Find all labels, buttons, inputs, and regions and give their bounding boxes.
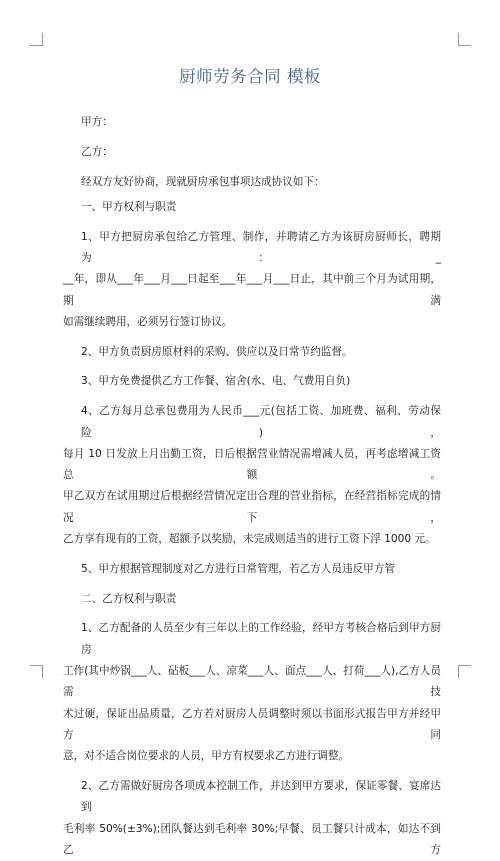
clause-1-2: 2、甲方负责厨房原材料的采购、供应以及日常节约监督。 bbox=[81, 345, 353, 358]
clause-1-4-line-2: 每月 10 日发放上月出勤工资，日后根据营业情况需增减人员，再考虑增减工资总额。 bbox=[63, 447, 441, 482]
clause-2-2-line-2: 毛利率 50%(±3%);团队餐达到毛利率 30%;早餐、员工餐只计成本，如达不到乙方 bbox=[63, 822, 441, 856]
clause-1-4-line-4: 乙方享有现有的工资，超额予以奖励，未完成则适当的进行工资下浮 1000 元。 bbox=[63, 533, 436, 546]
clause-1-1-line-2: __年，即从___年___月___日起至___年___月___日止，其中前三个月为试用期，期满 bbox=[63, 273, 441, 307]
section-heading-1: 一、甲方权利与职责 bbox=[81, 200, 177, 213]
clause-1-1-line-1: 1、甲方把厨房承包给乙方管理、制作，并聘请乙方为该厨房厨师长，聘期为：_ bbox=[81, 230, 441, 264]
clause-2-1-line-2: 工作(其中炒锅___人、砧板___人、凉菜___人、面点___人、打荷___人),乙方人员需技 bbox=[63, 665, 441, 699]
clause-1-3: 3、甲方免费提供乙方工作餐、宿舍(水、电、气费用自负) bbox=[81, 375, 351, 388]
clause-2-2-line-1: 2、乙方需做好厨房各项成本控制工作，并达到甲方要求，保证零餐、宴席达到 bbox=[81, 780, 441, 814]
crop-mark-top-right bbox=[458, 33, 471, 46]
crop-mark-top-left bbox=[30, 33, 43, 46]
crop-mark-bottom-right bbox=[458, 665, 471, 678]
party-b-line: 乙方： bbox=[81, 145, 113, 158]
intro-paragraph: 经双方友好协商，现就厨房承包事项达成协议如下： bbox=[81, 175, 325, 188]
party-a-line: 甲方： bbox=[81, 116, 113, 128]
clause-1-1-line-3: 如需继续聘用，必须另行签订协议。 bbox=[63, 315, 233, 328]
crop-mark-bottom-left bbox=[30, 665, 43, 678]
clause-2-1-line-1: 1、乙方配备的人员至少有三年以上的工作经验，经甲方考核合格后到甲方厨房 bbox=[81, 622, 441, 656]
clause-1-4-line-3: 甲乙双方在试用期过后根据经营情况定出合理的营业指标，在经营指标完成的情况下， bbox=[63, 490, 441, 524]
clause-1-5: 5、甲方根据管理制度对乙方进行日常管理，若乙方人员违反甲方管 bbox=[81, 562, 395, 575]
clause-2-1-line-4: 意，对不适合岗位要求的人员，甲方有权要求乙方进行调整。 bbox=[63, 750, 350, 763]
document-title: 厨师劳务合同 模板 bbox=[179, 67, 321, 86]
document-body bbox=[63, 112, 441, 861]
section-heading-2: 二、乙方权利与职责 bbox=[81, 592, 177, 605]
clause-2-1-line-3: 术过硬，保证出品质量，乙方若对厨房人员调整时须以书面形式报告甲方并经甲方同 bbox=[63, 707, 441, 741]
clause-1-4-line-1: 4、乙方每月总承包费用为人民币___元(包括工资、加班费、福利、劳动保险)， bbox=[81, 405, 441, 439]
